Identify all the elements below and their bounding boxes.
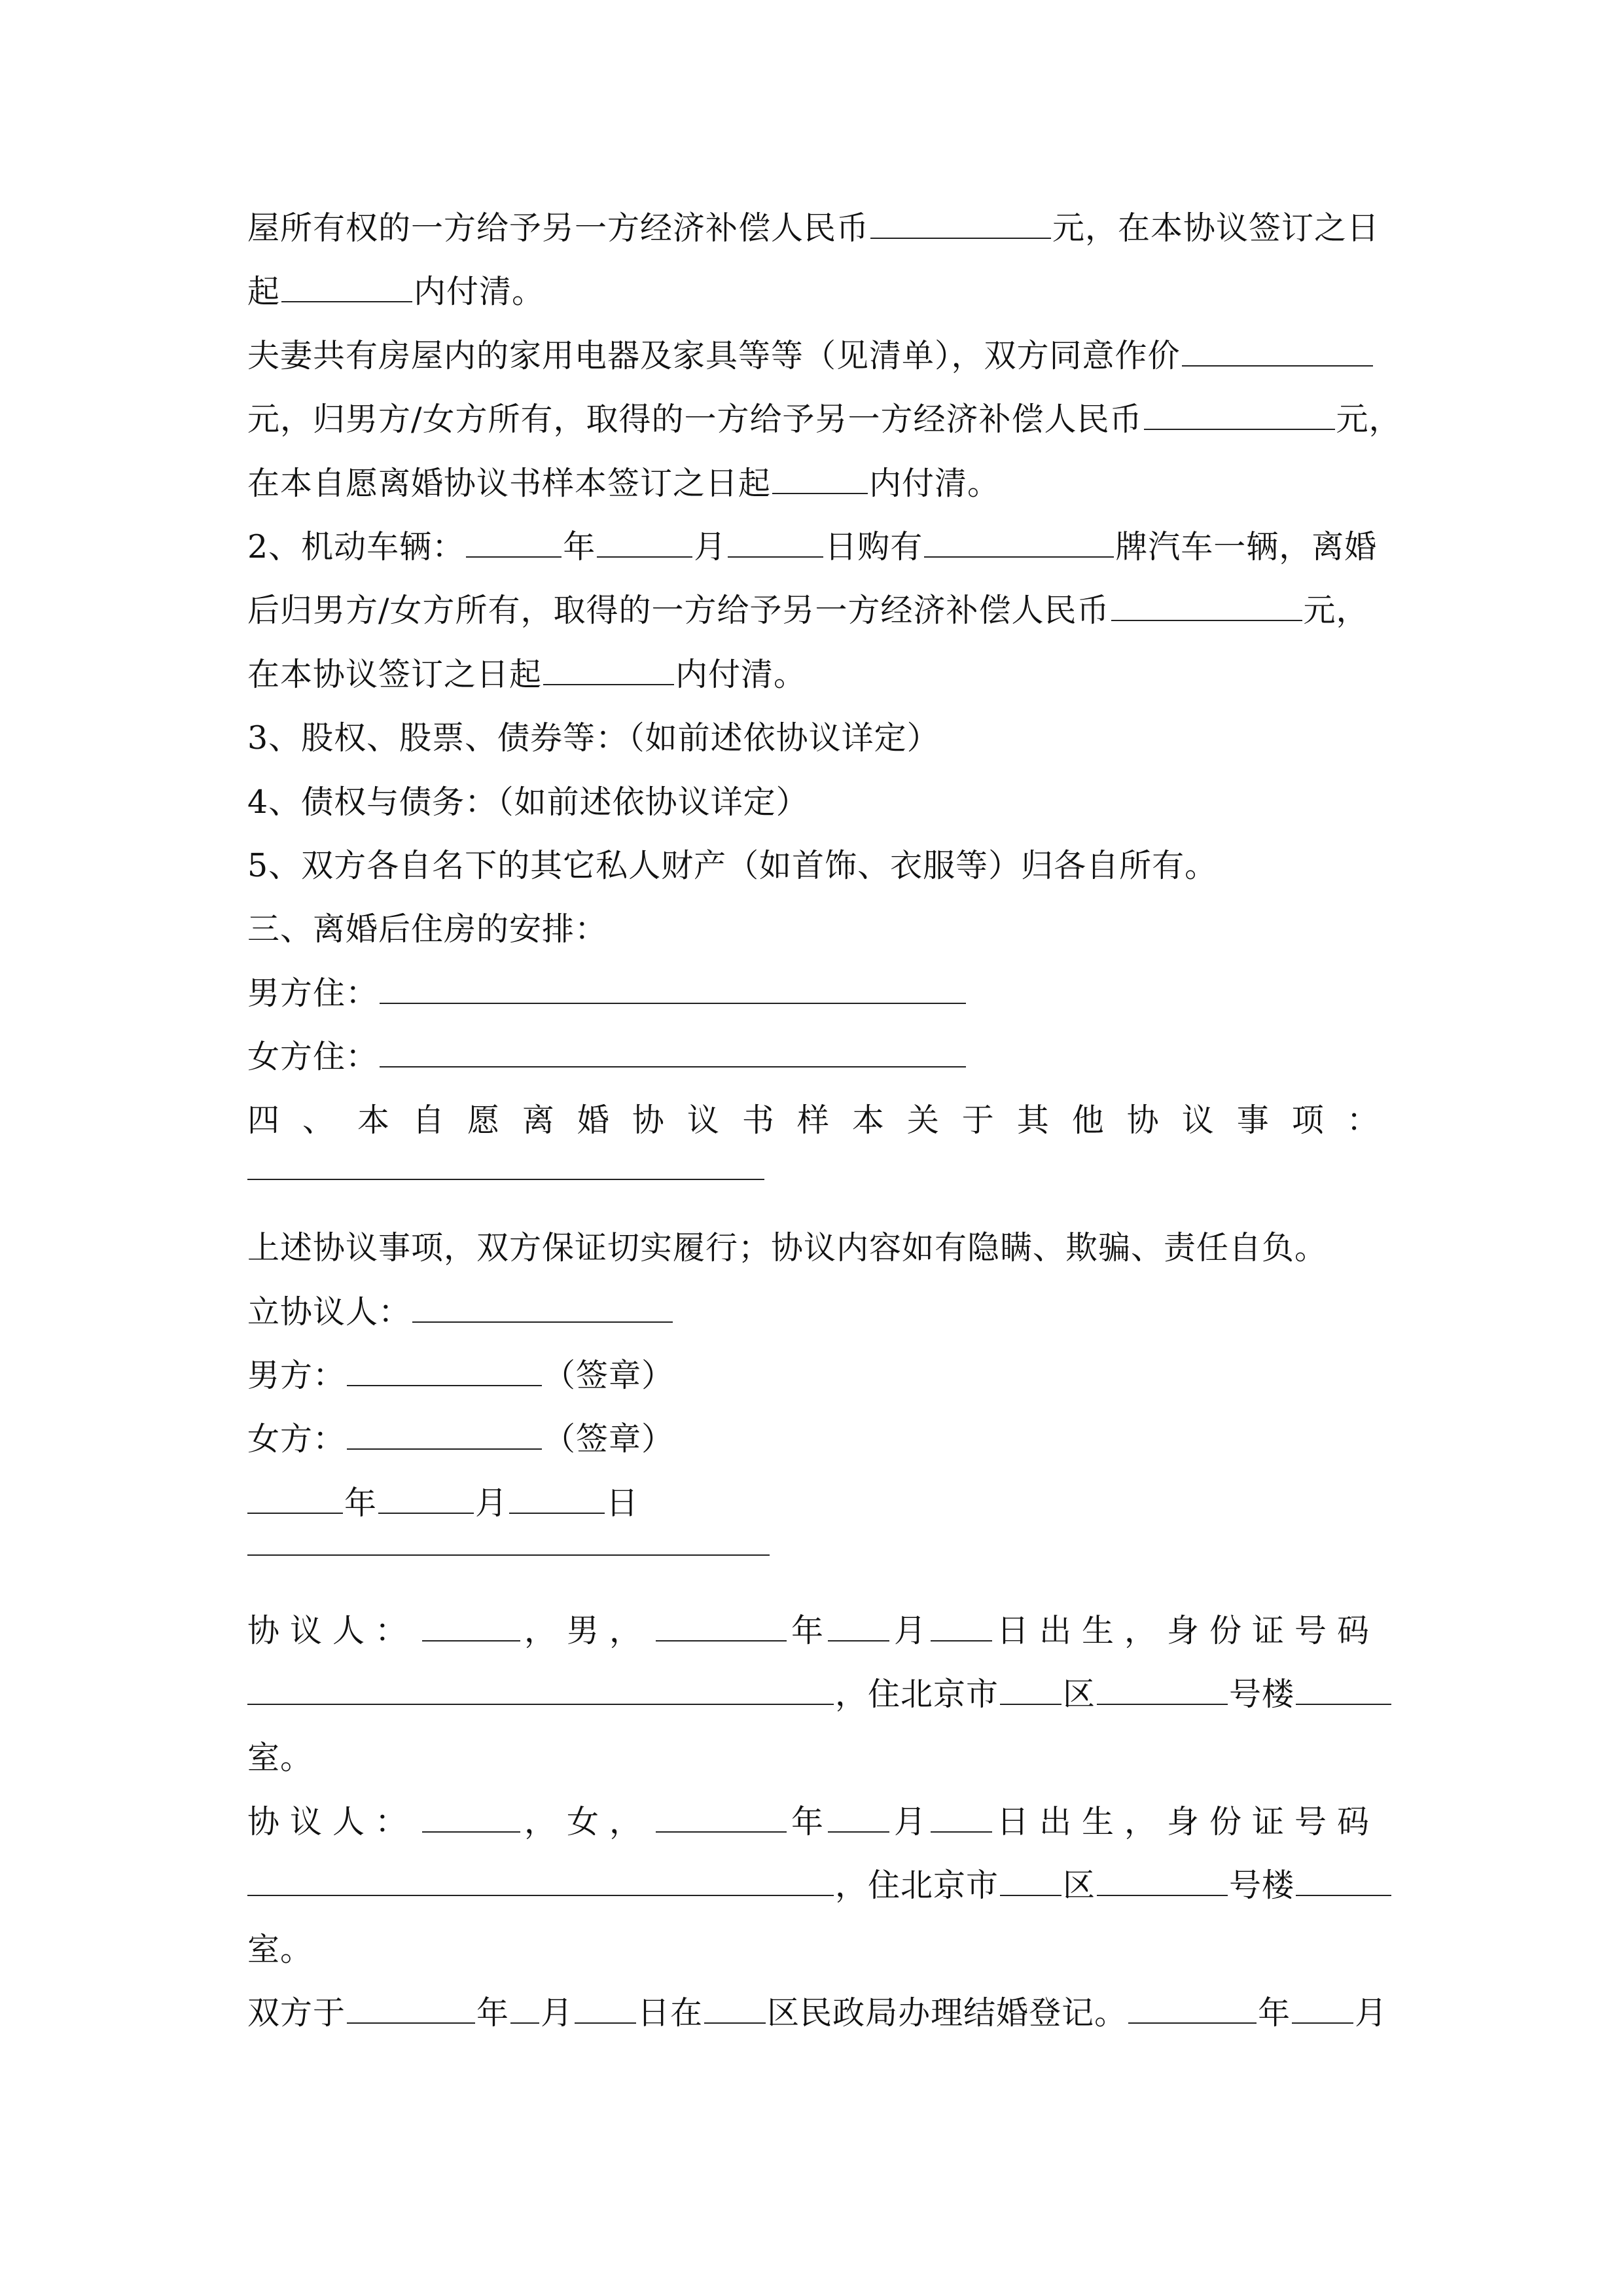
char: 样 — [796, 1102, 830, 1139]
doc-line — [247, 1471, 1380, 1535]
text: 男方住： — [247, 974, 379, 1012]
text: ，住北京市 — [835, 1675, 999, 1713]
blank — [422, 1604, 520, 1641]
char: 、 — [302, 1102, 335, 1139]
text: 后归男方/女方所有，取得的一方给予另一方经济补偿人民币 — [247, 592, 1110, 630]
char: 事 — [1236, 1102, 1270, 1139]
text: 内付清。 — [675, 655, 807, 693]
char: ： — [1346, 1102, 1380, 1139]
blank — [509, 1476, 605, 1514]
doc-line — [247, 1726, 1380, 1789]
text: 协议人： — [247, 1611, 418, 1649]
text: 年 — [563, 528, 596, 565]
text: 室。 — [247, 1739, 313, 1777]
blank — [1144, 392, 1335, 430]
doc-line — [247, 196, 1380, 260]
blank — [378, 1476, 474, 1514]
text: 内付清。 — [869, 464, 1001, 502]
doc-line — [247, 1025, 1380, 1088]
blank — [247, 1476, 343, 1514]
text: （签章） — [543, 1357, 675, 1395]
text: 三、离婚后住房的安排： — [247, 910, 608, 948]
doc-line — [247, 897, 1380, 961]
char: 议 — [687, 1102, 720, 1139]
text: 起 — [247, 273, 281, 311]
doc-line — [247, 1216, 1380, 1280]
blank — [347, 1986, 475, 2024]
text: 上述协议事项，双方保证切实履行；协议内容如有隐瞒、欺骗、责任自负。 — [247, 1229, 1328, 1267]
blank — [380, 1030, 966, 1067]
text: 区 — [1063, 1675, 1096, 1713]
text: 协议人： — [247, 1803, 418, 1840]
doc-line — [247, 515, 1380, 579]
text: 元， — [1303, 592, 1369, 630]
text: 区 — [1063, 1867, 1096, 1905]
text: 年 — [791, 1611, 824, 1649]
doc-line — [247, 1407, 1380, 1471]
blank — [422, 1795, 520, 1833]
text: 5、双方各自名下的其它私人财产（如首饰、衣服等）归各自所有。 — [247, 846, 1218, 884]
text: 年 — [344, 1484, 378, 1522]
blank — [656, 1604, 787, 1641]
separator-rule — [247, 1535, 770, 1556]
text: （签章） — [543, 1420, 675, 1458]
blank — [828, 1604, 889, 1641]
char: 离 — [522, 1102, 555, 1139]
doc-line — [247, 770, 1380, 834]
text: 月 — [893, 1803, 927, 1840]
text: 2、机动车辆： — [247, 528, 465, 565]
text: 3、股权、股票、债券等：（如前述依协议详定） — [247, 719, 940, 757]
doc-line — [247, 324, 1380, 387]
doc-line — [247, 1344, 1380, 1407]
blank — [281, 264, 412, 302]
blank — [828, 1795, 889, 1833]
blank — [1296, 1667, 1391, 1705]
text: 日购有 — [825, 528, 923, 565]
blank — [1097, 1667, 1228, 1705]
doc-line — [247, 1153, 1380, 1216]
char: 四 — [247, 1102, 281, 1139]
blank — [247, 1667, 834, 1705]
blank — [1111, 583, 1302, 621]
blank — [1296, 1858, 1391, 1896]
text: 夫妻共有房屋内的家用电器及家具等等（见清单），双方同意作价 — [247, 336, 1181, 374]
text: 女方住： — [247, 1038, 379, 1076]
blank — [247, 1858, 834, 1896]
char: 协 — [1126, 1102, 1160, 1139]
doc-line — [247, 1981, 1388, 2045]
doc-line — [247, 387, 1402, 451]
char: 本 — [357, 1102, 390, 1139]
text: 号楼 — [1229, 1675, 1295, 1713]
char: 议 — [1181, 1102, 1215, 1139]
doc-line — [247, 1662, 1380, 1726]
text: 双方于 — [247, 1994, 346, 2032]
text: 月 — [541, 1994, 574, 2032]
text: 年 — [791, 1803, 824, 1840]
blank — [656, 1795, 787, 1833]
blank — [870, 201, 1051, 239]
text: 牌汽车一辆，离婚 — [1115, 528, 1378, 565]
doc-line — [247, 1280, 1380, 1344]
blank — [466, 520, 562, 558]
doc-line — [247, 1535, 1380, 1598]
char: 本 — [851, 1102, 885, 1139]
blank — [931, 1604, 992, 1641]
blank — [347, 1412, 542, 1450]
text: 立协议人： — [247, 1293, 412, 1331]
doc-line — [247, 706, 1380, 770]
text: ，男， — [524, 1611, 652, 1649]
text: 日出生，身份证号码 — [996, 1803, 1380, 1840]
char: 其 — [1016, 1102, 1050, 1139]
blank — [543, 647, 674, 685]
doc-line-justified — [247, 1088, 1380, 1152]
document-page — [247, 196, 1402, 2045]
text: 日 — [606, 1484, 639, 1522]
blank — [772, 456, 868, 494]
blank — [597, 520, 692, 558]
blank — [728, 520, 823, 558]
blank — [575, 1986, 636, 2024]
doc-line — [247, 643, 1380, 706]
blank — [1182, 329, 1373, 367]
text: 室。 — [247, 1930, 313, 1968]
text: 年 — [476, 1994, 510, 2032]
blank — [1000, 1667, 1061, 1705]
text: 在本自愿离婚协议书样本签订之日起 — [247, 464, 772, 502]
text: 日在 — [637, 1994, 704, 2032]
text: ，住北京市 — [835, 1867, 999, 1905]
blank — [247, 1153, 764, 1180]
char: 项 — [1291, 1102, 1325, 1139]
blank — [510, 1986, 539, 2024]
text: 月 — [893, 1611, 927, 1649]
char: 协 — [632, 1102, 665, 1139]
doc-line-justified — [247, 1599, 1380, 1662]
blank — [1000, 1858, 1061, 1896]
char: 自 — [412, 1102, 445, 1139]
text: ，女， — [524, 1803, 652, 1840]
blank — [1292, 1986, 1353, 2024]
text: 4、债权与债务：（如前述依协议详定） — [247, 783, 809, 821]
text: 区民政局办理结婚登记。 — [767, 1994, 1128, 2032]
char: 书 — [741, 1102, 775, 1139]
blank — [1128, 1986, 1257, 2024]
text: 女方： — [247, 1420, 346, 1458]
char: 婚 — [577, 1102, 610, 1139]
text: 元，在本协议签订之日 — [1052, 209, 1380, 247]
text: 日出生，身份证号码 — [996, 1611, 1380, 1649]
char: 关 — [906, 1102, 940, 1139]
text: 内付清。 — [414, 273, 545, 311]
text: 屋所有权的一方给予另一方经济补偿人民币 — [247, 209, 870, 247]
text: 在本协议签订之日起 — [247, 655, 543, 693]
text: 月 — [475, 1484, 508, 1522]
char: 于 — [961, 1102, 995, 1139]
text: 年 — [1258, 1994, 1291, 2032]
blank — [931, 1795, 992, 1833]
doc-line — [247, 961, 1380, 1025]
blank — [924, 520, 1114, 558]
text: 元， — [1336, 401, 1402, 439]
doc-line — [247, 452, 1380, 515]
char: 他 — [1071, 1102, 1105, 1139]
doc-line — [247, 834, 1380, 897]
doc-line-justified — [247, 1790, 1380, 1854]
text: 月 — [1355, 1994, 1388, 2032]
text: 元，归男方/女方所有，取得的一方给予另一方经济补偿人民币 — [247, 401, 1143, 439]
blank — [347, 1348, 542, 1386]
blank — [380, 966, 966, 1004]
doc-line — [247, 579, 1380, 642]
char: 愿 — [467, 1102, 500, 1139]
text: 男方： — [247, 1357, 346, 1395]
blank — [412, 1285, 673, 1323]
blank — [704, 1986, 766, 2024]
text: 号楼 — [1229, 1867, 1295, 1905]
doc-line — [247, 1918, 1380, 1981]
text: 月 — [694, 528, 727, 565]
doc-line — [247, 260, 1380, 323]
blank — [1097, 1858, 1228, 1896]
doc-line — [247, 1854, 1380, 1917]
